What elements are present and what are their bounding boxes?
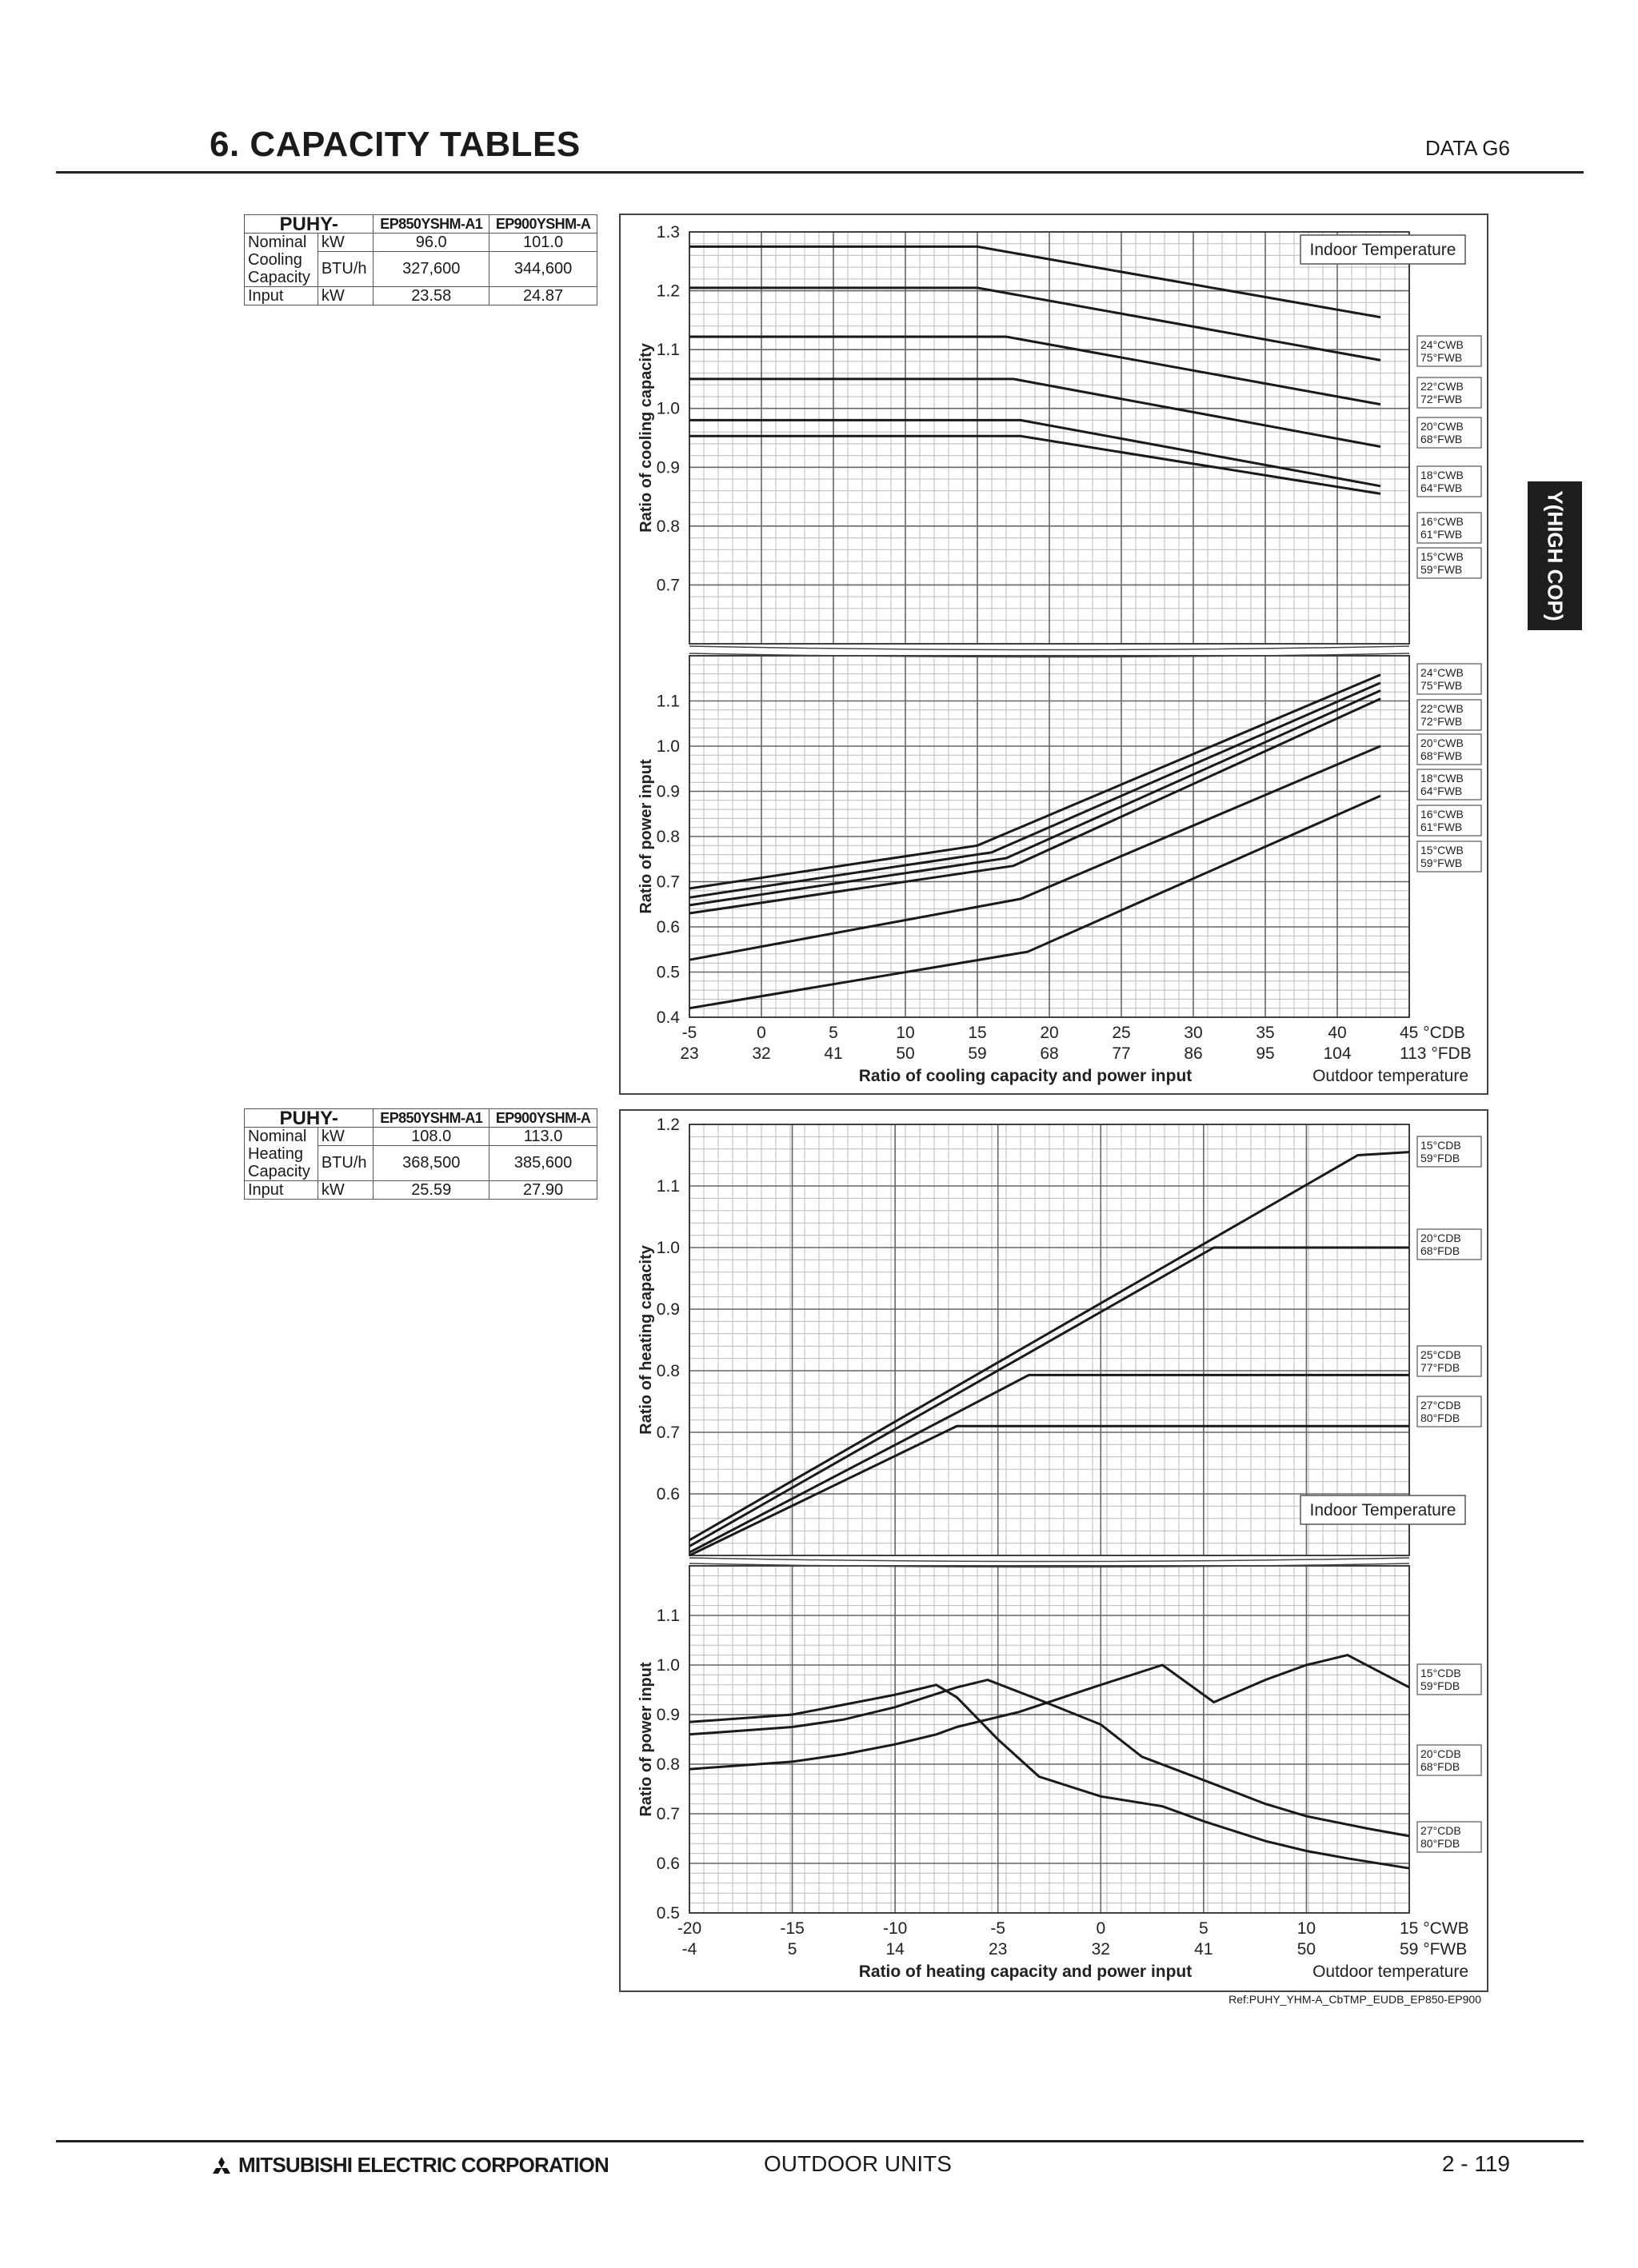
value-cell: 23.58 [374, 287, 489, 305]
y-tick-label: 1.2 [656, 282, 680, 301]
x-tick-label: 40 [1328, 1024, 1347, 1042]
page-number: 2 - 119 [1441, 2151, 1510, 2176]
legend-label: 15°CDB [1420, 1667, 1461, 1679]
x-tick-label: 30 [1184, 1024, 1203, 1042]
y-tick-label: 0.9 [656, 458, 680, 477]
x-tick-label: 35 [1256, 1024, 1275, 1042]
legend-label: 16°CWB [1420, 808, 1464, 821]
y-axis-label: Ratio of heating capacity [637, 1245, 655, 1435]
legend-label: 59°FDB [1420, 1152, 1460, 1164]
y-tick-label: 0.6 [656, 918, 680, 936]
legend-label: 64°FWB [1420, 785, 1463, 797]
legend-label: 18°CWB [1420, 469, 1464, 481]
value-cell: 344,600 [489, 252, 597, 287]
legend-label: 16°CWB [1420, 515, 1464, 528]
y-axis-label: Ratio of cooling capacity [637, 343, 655, 533]
x-tick-label: 10 [1296, 1919, 1316, 1938]
legend-label: 20°CDB [1420, 1232, 1461, 1244]
y-tick-label: 1.3 [656, 223, 680, 242]
model-header: EP850YSHM-A1 [374, 1109, 489, 1128]
x-tick-label: 45 °CDB [1400, 1024, 1465, 1042]
legend-label: 25°CDB [1420, 1348, 1461, 1361]
y-tick-label: 1.0 [656, 737, 680, 756]
x-tick-label: 10 [896, 1024, 915, 1042]
unit-cell: kW [318, 1181, 373, 1200]
x-axis-label: Ratio of cooling capacity and power input [858, 1067, 1193, 1085]
y-tick-label: 1.1 [656, 692, 680, 711]
legend-label: 15°CWB [1420, 844, 1464, 856]
y-tick-label: 1.1 [656, 341, 680, 360]
legend-label: 72°FWB [1420, 393, 1463, 405]
legend-label: 72°FWB [1420, 715, 1463, 728]
unit-cell: BTU/h [318, 1146, 373, 1181]
y-tick-label: 0.7 [656, 1805, 680, 1823]
x-tick-label: -10 [882, 1919, 908, 1938]
value-cell: 113.0 [489, 1128, 597, 1146]
unit-cell: kW [318, 234, 373, 252]
value-cell: 27.90 [489, 1181, 597, 1200]
y-tick-label: 0.5 [656, 1904, 680, 1923]
y-tick-label: 0.7 [656, 576, 680, 595]
legend-label: 20°CWB [1420, 420, 1464, 433]
value-cell: 108.0 [374, 1128, 489, 1146]
mitsubishi-logo-icon [210, 2157, 234, 2180]
table-series-label: PUHY- [245, 215, 374, 234]
legend-label: 68°FWB [1420, 433, 1463, 445]
y-tick-label: 1.0 [656, 1656, 680, 1675]
x-tick-label: 41 [1194, 1940, 1213, 1959]
x-tick-label: 86 [1184, 1044, 1203, 1063]
footer-company: MITSUBISHI ELECTRIC CORPORATION [238, 2153, 609, 2177]
x-tick-label: 77 [1112, 1044, 1131, 1063]
x-tick-label: 113 °FDB [1400, 1044, 1472, 1063]
x-tick-label: 15 °CWB [1400, 1919, 1469, 1938]
value-cell: 24.87 [489, 287, 597, 305]
side-tab-label: Y(HIGH COP) [1543, 490, 1568, 621]
x-tick-label: 59 [968, 1044, 987, 1063]
y-tick-label: 0.8 [656, 1755, 680, 1774]
legend-label: 15°CWB [1420, 550, 1464, 563]
model-header: EP900YSHM-A [489, 1109, 597, 1128]
x-unit-label: Outdoor temperature [1312, 1067, 1468, 1085]
legend-label: 27°CDB [1420, 1399, 1461, 1412]
y-tick-label: 0.8 [656, 1362, 680, 1380]
x-tick-label: 41 [824, 1044, 843, 1063]
legend-label: 20°CDB [1420, 1747, 1461, 1760]
legend-label: 24°CWB [1420, 666, 1464, 679]
legend-label: 24°CWB [1420, 338, 1464, 351]
x-tick-label: 32 [1091, 1940, 1110, 1959]
x-tick-label: 20 [1040, 1024, 1059, 1042]
x-tick-label: 32 [752, 1044, 771, 1063]
y-tick-label: 1.0 [656, 399, 680, 418]
x-tick-label: 14 [885, 1940, 905, 1959]
legend-label: 61°FWB [1420, 821, 1463, 833]
legend-label: 68°FWB [1420, 749, 1463, 762]
legend-label: 22°CWB [1420, 702, 1464, 715]
footer-rule [56, 2140, 1584, 2142]
x-tick-label: 5 [1199, 1919, 1209, 1938]
y-axis-label: Ratio of power input [637, 759, 655, 914]
unit-cell: kW [318, 1128, 373, 1146]
x-tick-label: 5 [829, 1024, 838, 1042]
chart-panel-heating-capacity [637, 1116, 1481, 1555]
y-tick-label: 0.9 [656, 1300, 680, 1319]
legend-label: 80°FDB [1420, 1412, 1460, 1424]
legend-label: 59°FDB [1420, 1679, 1460, 1692]
chart-panel-heating-power [637, 1566, 1481, 1981]
row-label: Nominal Heating Capacity [245, 1128, 318, 1181]
x-tick-label: 15 [968, 1024, 987, 1042]
x-tick-label: -20 [677, 1919, 702, 1938]
legend-label: 75°FWB [1420, 351, 1463, 364]
x-tick-label: 23 [989, 1940, 1008, 1959]
y-tick-label: 1.2 [656, 1116, 680, 1134]
legend-label: 59°FWB [1420, 856, 1463, 869]
y-tick-label: 1.0 [656, 1239, 680, 1257]
y-tick-label: 1.1 [656, 1607, 680, 1625]
model-header: EP850YSHM-A1 [374, 215, 489, 234]
x-tick-label: 95 [1256, 1044, 1275, 1063]
y-tick-label: 0.5 [656, 963, 680, 982]
x-tick-label: 25 [1112, 1024, 1131, 1042]
break-curve [689, 646, 1409, 650]
y-tick-label: 0.8 [656, 828, 680, 846]
data-code: DATA G6 [1425, 136, 1510, 160]
y-tick-label: 0.8 [656, 517, 680, 536]
value-cell: 96.0 [374, 234, 489, 252]
break-curve [689, 1558, 1409, 1562]
legend-label: 75°FWB [1420, 679, 1463, 692]
footer-section: OUTDOOR UNITS [764, 2151, 952, 2176]
x-tick-label: 50 [896, 1044, 915, 1063]
reference-note: Ref:PUHY_YHM-A_CbTMP_EUDB_EP850-EP900 [1228, 1993, 1481, 2006]
value-cell: 101.0 [489, 234, 597, 252]
x-tick-label: -5 [681, 1024, 697, 1042]
x-tick-label: -4 [681, 1940, 697, 1959]
table-series-label: PUHY- [245, 1109, 374, 1128]
x-tick-label: 0 [1096, 1919, 1106, 1938]
unit-cell: BTU/h [318, 252, 373, 287]
model-header: EP900YSHM-A [489, 215, 597, 234]
legend-label: 77°FDB [1420, 1361, 1460, 1374]
x-tick-label: 104 [1323, 1044, 1352, 1063]
legend-label: 68°FDB [1420, 1760, 1460, 1773]
y-tick-label: 0.6 [656, 1855, 680, 1873]
y-tick-label: 0.7 [656, 1423, 680, 1442]
x-tick-label: 50 [1296, 1940, 1316, 1959]
x-tick-label: -5 [990, 1919, 1006, 1938]
legend-label: 20°CWB [1420, 737, 1464, 749]
x-tick-label: 23 [680, 1044, 699, 1063]
y-tick-label: 0.9 [656, 1706, 680, 1724]
value-cell: 25.59 [374, 1181, 489, 1200]
y-tick-label: 1.1 [656, 1177, 680, 1196]
x-tick-label: 0 [757, 1024, 766, 1042]
x-unit-label: Outdoor temperature [1312, 1963, 1468, 1981]
unit-cell: kW [318, 287, 373, 305]
y-tick-label: 0.4 [656, 1008, 680, 1027]
x-tick-label: 68 [1040, 1044, 1059, 1063]
value-cell: 327,600 [374, 252, 489, 287]
legend-label: 15°CDB [1420, 1139, 1461, 1152]
row-label: Input [245, 287, 318, 305]
chart-panel-cooling-power [637, 656, 1481, 1085]
y-tick-label: 0.9 [656, 782, 680, 801]
row-label: Nominal Cooling Capacity [245, 234, 318, 287]
x-tick-label: -15 [780, 1919, 805, 1938]
legend-label: 64°FWB [1420, 481, 1463, 494]
y-tick-label: 0.6 [656, 1485, 680, 1503]
x-tick-label: 59 °FWB [1400, 1940, 1468, 1959]
legend-label: 22°CWB [1420, 380, 1464, 393]
legend-label: 61°FWB [1420, 528, 1463, 541]
legend-label: 59°FWB [1420, 563, 1463, 576]
value-cell: 368,500 [374, 1146, 489, 1181]
legend-label: 80°FDB [1420, 1837, 1460, 1850]
y-axis-label: Ratio of power input [637, 1662, 655, 1817]
y-tick-label: 0.7 [656, 872, 680, 892]
x-axis-label: Ratio of heating capacity and power input [858, 1963, 1193, 1981]
row-label: Input [245, 1181, 318, 1200]
chart-panel-cooling-capacity [637, 223, 1481, 644]
value-cell: 385,600 [489, 1146, 597, 1181]
legend-title: Indoor Temperature [1309, 241, 1456, 259]
legend-label: 27°CDB [1420, 1824, 1461, 1837]
page-title: 6. CAPACITY TABLES [210, 125, 581, 164]
legend-label: 68°FDB [1420, 1244, 1460, 1257]
x-tick-label: 5 [787, 1940, 797, 1959]
legend-label: 18°CWB [1420, 772, 1464, 785]
legend-title: Indoor Temperature [1309, 1501, 1456, 1519]
